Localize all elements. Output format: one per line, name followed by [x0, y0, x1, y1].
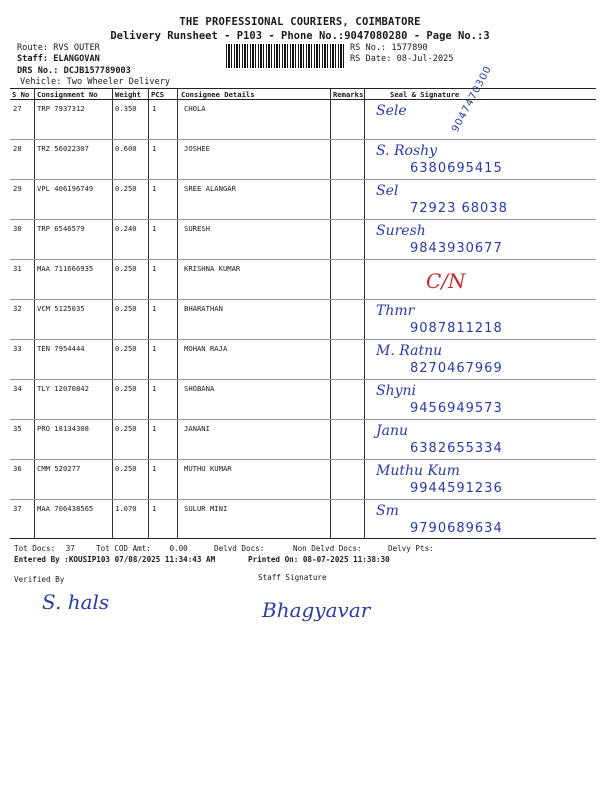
- cell-consignee: MUTHU KUMAR: [184, 464, 232, 473]
- signature-name: M. Ratnu: [376, 343, 443, 359]
- row-divider: [10, 179, 596, 180]
- cell-sno: 27: [13, 104, 22, 113]
- cell-pcs: 1: [152, 384, 157, 393]
- signature-name: S. Roshy: [376, 143, 438, 159]
- row-divider: [10, 299, 596, 300]
- col-header-consignee: Consignee Details: [181, 90, 255, 99]
- cell-sno: 32: [13, 304, 22, 313]
- cell-pcs: 1: [152, 344, 157, 353]
- cell-consignment: TRP 6546579: [37, 224, 85, 233]
- col-divider: [177, 89, 178, 539]
- tot-cod-value: 0.00: [169, 544, 188, 553]
- table-header-rule: [10, 99, 596, 100]
- signature-phone: 9047470300: [450, 63, 495, 135]
- verified-by-label: Verified By: [14, 575, 65, 584]
- cell-sno: 31: [13, 264, 22, 273]
- signature-phone: 9944591236: [410, 481, 503, 496]
- cell-pcs: 1: [152, 224, 157, 233]
- cell-sno: 28: [13, 144, 22, 153]
- cell-consignee: SURESH: [184, 224, 210, 233]
- cell-weight: 0.250: [115, 304, 137, 313]
- drs-value: DCJB157789003: [63, 66, 131, 76]
- cell-consignment: TEN 7954444: [37, 344, 85, 353]
- row-divider: [10, 499, 596, 500]
- cell-pcs: 1: [152, 504, 157, 513]
- tot-cod-label: Tot COD Amt:: [96, 544, 151, 553]
- col-divider: [330, 89, 331, 539]
- cell-consignment: PRO 18134308: [37, 424, 89, 433]
- cell-consignee: JOSHEE: [184, 144, 210, 153]
- cell-consignment: TRP 7937312: [37, 104, 85, 113]
- rs-no-label: RS No.:: [350, 43, 387, 53]
- cell-weight: 0.600: [115, 144, 137, 153]
- col-divider: [148, 89, 149, 539]
- cell-weight: 0.240: [115, 224, 137, 233]
- runsheet-title: Delivery Runsheet - P103 - Phone No.:9047080280 - Page No.:3: [110, 30, 490, 42]
- cell-consignee: SREE ALANGAR: [184, 184, 236, 193]
- cell-weight: 1.070: [115, 504, 137, 513]
- cell-consignment: MAA 706438565: [37, 504, 94, 513]
- signature-name: C/N: [426, 269, 466, 293]
- vehicle-line: [20, 76, 170, 88]
- cell-sno: 29: [13, 184, 22, 193]
- cell-consignment: VPL 406196749: [37, 184, 94, 193]
- cell-sno: 35: [13, 424, 22, 433]
- col-divider: [364, 89, 365, 539]
- signature-name: Shyni: [376, 383, 417, 399]
- verified-signature: S. hals: [42, 590, 110, 614]
- delvd-docs-label: Delvd Docs:: [214, 544, 265, 553]
- cell-consignee: MOHAN RAJA: [184, 344, 228, 353]
- drs-label: DRS No.:: [17, 66, 59, 76]
- cell-pcs: 1: [152, 264, 157, 273]
- barcode: [226, 44, 344, 68]
- cell-sno: 34: [13, 384, 22, 393]
- route-value: RVS OUTER: [53, 43, 100, 53]
- col-header-pcs: PCS: [151, 90, 164, 99]
- signature-phone: 6380695415: [410, 161, 503, 176]
- col-divider: [112, 89, 113, 539]
- cell-consignment: TLY 12070842: [37, 384, 89, 393]
- cell-sno: 36: [13, 464, 22, 473]
- signature-phone: 9087811218: [410, 321, 503, 336]
- cell-consignee: SULUR MINI: [184, 504, 228, 513]
- cell-weight: 0.250: [115, 264, 137, 273]
- vehicle-label: Vehicle:: [20, 77, 62, 87]
- cell-weight: 0.350: [115, 104, 137, 113]
- signature-phone: 72923 68038: [410, 201, 508, 216]
- cell-consignee: KRISHNA KUMAR: [184, 264, 241, 273]
- cell-weight: 0.250: [115, 384, 137, 393]
- signature-name: Janu: [376, 423, 408, 439]
- non-delvd-docs-label: Non Delvd Docs:: [293, 544, 362, 553]
- col-header-weight: Weight: [115, 90, 141, 99]
- cell-pcs: 1: [152, 424, 157, 433]
- rs-date-label: RS Date:: [350, 54, 392, 64]
- row-divider: [10, 139, 596, 140]
- signature-phone: 6382655334: [410, 441, 503, 456]
- cell-consignment: CMM 520277: [37, 464, 81, 473]
- staff-label: Staff:: [17, 54, 49, 64]
- cell-weight: 0.250: [115, 424, 137, 433]
- rs-no-value: 1577890: [391, 43, 428, 53]
- cell-pcs: 1: [152, 304, 157, 313]
- printed-on: Printed On: 08-07-2025 11:38:30: [248, 555, 390, 564]
- row-divider: [10, 379, 596, 380]
- cell-weight: 0.250: [115, 184, 137, 193]
- row-divider: [10, 419, 596, 420]
- cell-sno: 33: [13, 344, 22, 353]
- tot-docs: [14, 544, 75, 553]
- vehicle-value: Two Wheeler Delivery: [66, 77, 171, 87]
- cell-pcs: 1: [152, 104, 157, 113]
- signature-name: Thmr: [376, 303, 415, 319]
- cell-sno: 30: [13, 224, 22, 233]
- staff-signature-label: Staff Signature: [258, 573, 327, 582]
- staff-value: ELANGOVAN: [53, 54, 100, 64]
- cell-weight: 0.250: [115, 344, 137, 353]
- cell-consignee: CHOLA: [184, 104, 206, 113]
- cell-consignment: VCM 5125035: [37, 304, 85, 313]
- cell-consignee: SHOBANA: [184, 384, 215, 393]
- delvy-pts-label: Delvy Pts:: [388, 544, 434, 553]
- signature-name: Sele: [376, 103, 407, 119]
- signature-name: Sel: [376, 183, 399, 199]
- col-header-remarks: Remarks: [333, 90, 364, 99]
- tot-docs-label: Tot Docs:: [14, 544, 56, 553]
- col-divider: [34, 89, 35, 539]
- company-title: THE PROFESSIONAL COURIERS, COIMBATORE: [179, 16, 421, 28]
- rs-date-line: [350, 53, 454, 65]
- tot-docs-value: 37: [65, 544, 75, 553]
- cell-pcs: 1: [152, 144, 157, 153]
- cell-consignment: MAA 711666935: [37, 264, 94, 273]
- rs-date-value: 08-Jul-2025: [396, 54, 454, 64]
- table-bottom-rule: [10, 538, 596, 539]
- signature-name: Muthu Kum: [376, 463, 460, 479]
- staff-signature: Bhagyavar: [262, 598, 371, 622]
- cell-weight: 0.250: [115, 464, 137, 473]
- cell-consignee: JANANI: [184, 424, 210, 433]
- row-divider: [10, 259, 596, 260]
- col-header-signature: Seal & Signature: [390, 90, 460, 99]
- row-divider: [10, 459, 596, 460]
- signature-phone: 9843930677: [410, 241, 503, 256]
- signature-name: Sm: [376, 503, 399, 519]
- cell-consignment: TRZ 56022307: [37, 144, 89, 153]
- signature-phone: 9456949573: [410, 401, 503, 416]
- signature-name: Suresh: [376, 223, 426, 239]
- signature-phone: 8270467969: [410, 361, 503, 376]
- staff-line: [17, 53, 100, 65]
- route-label: Route:: [17, 43, 49, 53]
- table-top-rule: [10, 88, 596, 89]
- cell-consignee: BHARATHAN: [184, 304, 223, 313]
- cell-pcs: 1: [152, 184, 157, 193]
- signature-phone: 9790689634: [410, 521, 503, 536]
- cell-pcs: 1: [152, 464, 157, 473]
- row-divider: [10, 339, 596, 340]
- col-header-sno: S No: [12, 90, 30, 99]
- entered-by: Entered By :KOUSIP103 07/08/2025 11:34:43 AM: [14, 555, 216, 564]
- cell-sno: 37: [13, 504, 22, 513]
- row-divider: [10, 219, 596, 220]
- tot-cod: [96, 544, 188, 553]
- col-header-consignment: Consignment No: [37, 90, 98, 99]
